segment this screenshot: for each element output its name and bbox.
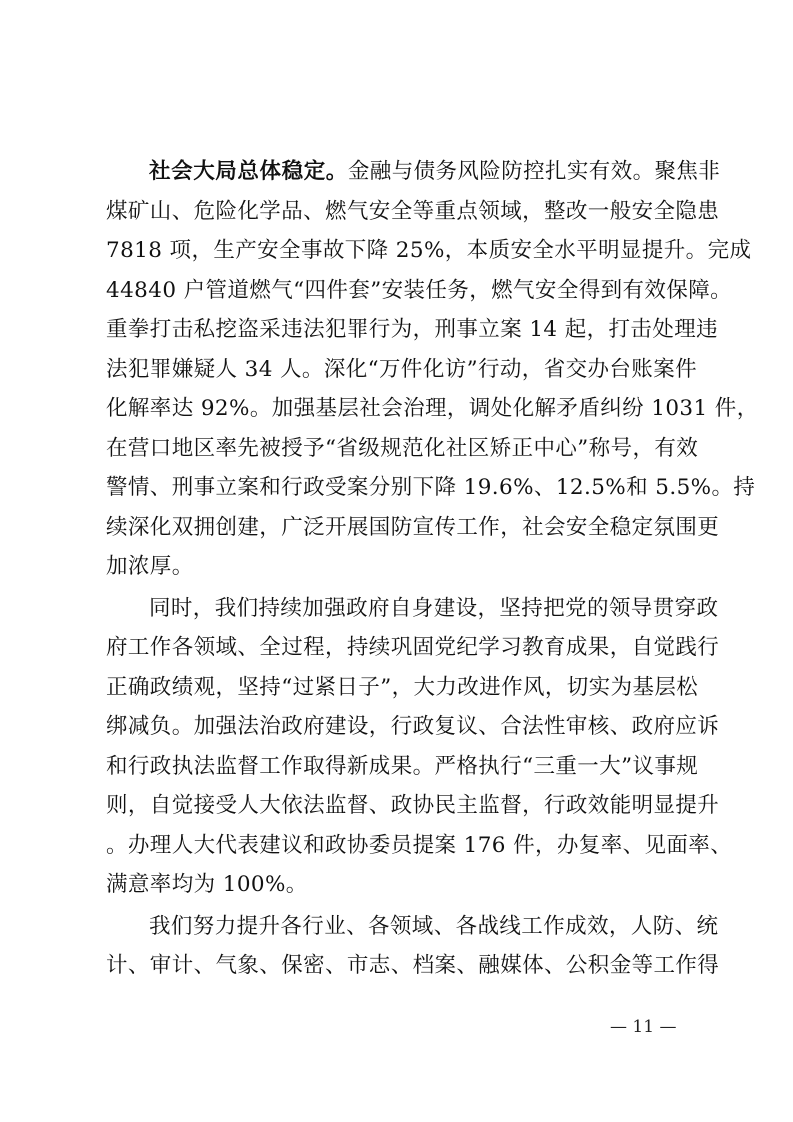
paragraph-line: 满意率均为 100%。 (106, 872, 308, 897)
paragraph-heading: 社会大局总体稳定。 (149, 159, 348, 184)
paragraph-text: 金融与债务风险防控扎实有效。聚焦非 (347, 159, 721, 184)
paragraph-line: 44840 户管道燃气“四件套”安装任务，燃气安全得到有效保障。 (106, 277, 733, 303)
paragraph-line: 正确政绩观，坚持“过紧日子”，大力改进作风，切实为基层松 (106, 674, 699, 700)
paragraph-line: 重拳打击私挖盗采违法犯罪行为，刑事立案 14 起，打击处理违 (106, 317, 719, 342)
paragraph-line: 计、审计、气象、保密、市志、档案、融媒体、公积金等工作得 (106, 953, 720, 978)
paragraph-line: 7818 项，生产安全事故下降 25%，本质安全水平明显提升。完成 (106, 238, 752, 263)
paragraph-line: 化解率达 92%。加强基层社会治理，调处化解矛盾纠纷 1031 件， (106, 396, 759, 421)
paragraph-line: 煤矿山、危险化学品、燃气安全等重点领域，整改一般安全隐患 (106, 198, 720, 224)
paragraph-line: 。办理人大代表建议和政协委员提案 176 件，办复率、见面率、 (106, 832, 733, 858)
paragraph-line: 加浓厚。 (106, 554, 194, 579)
paragraph-line: 续深化双拥创建，广泛开展国防宣传工作，社会安全稳定氛围更 (106, 514, 720, 540)
paragraph-line: 绑减负。加强法治政府建设，行政复议、合法性审核、政府应诉 (106, 714, 720, 739)
paragraph-line: 同时，我们持续加强政府自身建设，坚持把党的领导贯穿政 (149, 595, 719, 621)
paragraph-line: 警情、刑事立案和行政受案分别下降 19.6%、12.5%和 5.5%。持 (106, 475, 756, 500)
body-text (106, 152, 759, 986)
paragraph-line: 则，自觉接受人大依法监督、政协民主监督，行政效能明显提升 (106, 793, 720, 818)
paragraph-line: 府工作各领域、全过程，持续巩固党纪学习教育成果，自觉践行 (106, 635, 720, 660)
paragraph-line: 在营口地区率先被授予“省级规范化社区矫正中心”称号，有效 (106, 435, 699, 461)
paragraph-line: 和行政执法监督工作取得新成果。严格执行“三重一大”议事规 (106, 753, 699, 779)
paragraph-1-line-1 (106, 152, 721, 192)
page-number: — 11 — (610, 1017, 677, 1037)
paragraph-line: 法犯罪嫌疑人 34 人。深化“万件化访”行动，省交办台账案件 (106, 356, 698, 382)
paragraph-line: 我们努力提升各行业、各领域、各战线工作成效，人防、统 (149, 913, 719, 939)
